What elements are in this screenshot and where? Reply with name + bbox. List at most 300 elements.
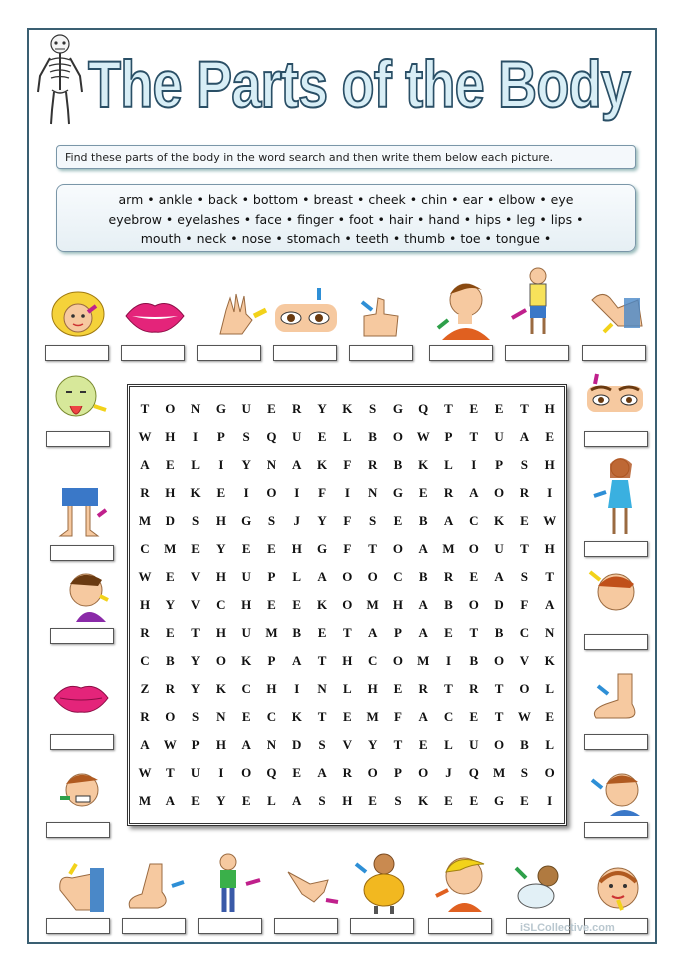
grid-letter[interactable]: U [241,625,251,640]
grid-letter[interactable]: I [294,485,300,500]
grid-letter[interactable]: F [343,541,352,556]
legs-picture [54,486,110,542]
grid-letter[interactable]: M [138,513,152,528]
grid-letter[interactable]: Q [418,401,429,416]
grid-letter[interactable]: C [266,709,277,724]
boy-nose-picture [590,766,644,816]
grid-letter[interactable]: A [545,597,555,612]
grid-letter[interactable]: O [367,569,378,584]
grid-letter[interactable]: H [215,625,226,640]
grid-letter[interactable]: O [342,569,353,584]
answer-box[interactable] [50,628,114,644]
grid-letter[interactable]: H [215,737,226,752]
grid-letter[interactable]: H [342,793,353,808]
grid-letter[interactable]: U [494,429,504,444]
answer-box[interactable] [121,345,185,361]
grid-letter[interactable]: T [469,625,479,640]
grid-letter[interactable]: P [393,765,402,780]
grid-letter[interactable]: L [343,681,352,696]
grid-letter[interactable]: Y [190,653,201,668]
grid-letter[interactable]: O [494,653,505,668]
grid-letter[interactable]: O [165,401,176,416]
grid-letter[interactable]: Q [266,765,277,780]
grid-letter[interactable]: I [344,485,350,500]
answer-box[interactable] [274,918,338,934]
answer-box[interactable] [50,545,114,561]
answer-box[interactable] [198,918,262,934]
grid-letter[interactable]: H [291,541,302,556]
grid-letter[interactable]: T [520,401,529,416]
answer-box[interactable] [584,734,648,750]
grid-letter[interactable]: E [317,429,327,444]
grid-letter[interactable]: N [367,485,378,500]
grid-letter[interactable]: I [218,457,224,472]
grid-letter[interactable]: T [444,401,453,416]
grid-letter[interactable]: R [418,681,428,696]
grid-letter[interactable]: A [292,457,302,472]
grid-letter[interactable]: F [343,457,352,472]
grid-letter[interactable]: M [164,541,177,556]
grid-letter[interactable]: H [544,541,555,556]
grid-letter[interactable]: T [545,569,555,584]
grid-letter[interactable]: O [241,765,252,780]
answer-box[interactable] [582,345,646,361]
grid-letter[interactable]: E [292,765,302,780]
grid-letter[interactable]: H [544,401,555,416]
grid-letter[interactable]: L [267,793,276,808]
word-search-grid [132,395,562,815]
grid-letter[interactable]: S [242,429,250,444]
grid-letter[interactable]: A [140,737,150,752]
grid-letter[interactable]: I [243,485,249,500]
grid-letter[interactable]: F [343,513,352,528]
grid-letter[interactable]: N [317,681,327,696]
grid-letter[interactable]: E [241,541,251,556]
grid-letter[interactable]: E [418,485,428,500]
grid-letter[interactable]: K [342,401,353,416]
grid-letter[interactable]: C [469,513,479,528]
grid-letter[interactable]: P [267,653,276,668]
grid-letter[interactable]: E [545,429,555,444]
grid-letter[interactable]: V [190,569,201,584]
grid-letter[interactable]: E [191,541,200,556]
foot-picture [588,672,644,722]
grid-letter[interactable]: O [342,597,353,612]
grid-letter[interactable]: N [190,401,201,416]
grid-letter[interactable]: S [369,401,377,416]
grid-letter[interactable]: W [543,513,557,528]
grid-letter[interactable]: L [444,457,453,472]
grid-letter[interactable]: H [266,681,277,696]
grid-letter[interactable]: E [494,401,504,416]
grid-letter[interactable]: V [190,597,201,612]
grid-letter[interactable]: C [140,541,150,556]
grid-letter[interactable]: L [292,569,302,584]
grid-letter[interactable]: T [317,653,327,668]
grid-letter[interactable]: Y [367,737,378,752]
grid-letter[interactable]: V [519,653,530,668]
grid-letter[interactable]: U [241,401,251,416]
grid-letter[interactable]: U [469,737,479,752]
grid-letter[interactable]: E [393,513,403,528]
grid-letter[interactable]: E [444,625,453,640]
grid-letter[interactable]: D [494,597,504,612]
grid-letter[interactable]: F [520,597,529,612]
instructions: Find these parts of the body in the word search and then write them below each picture. [56,145,636,169]
grid-letter[interactable]: M [492,765,506,780]
grid-letter[interactable]: W [138,569,152,584]
grid-letter[interactable]: W [138,765,152,780]
grid-letter[interactable]: R [367,457,378,472]
grid-letter[interactable]: E [343,709,352,724]
grid-letter[interactable]: R [292,401,302,416]
grid-letter[interactable]: Z [140,681,150,696]
grid-letter[interactable]: I [471,457,477,472]
grid-letter[interactable]: H [139,597,151,612]
grid-letter[interactable]: Y [165,597,175,612]
grid-letter[interactable]: C [216,597,226,612]
grid-letter[interactable]: Y [241,457,251,472]
answer-box[interactable] [584,822,648,838]
grid-letter[interactable]: T [140,401,150,416]
girl-hair-picture [46,288,110,340]
grid-letter[interactable]: M [265,625,278,640]
grid-letter[interactable]: S [369,513,377,528]
mouth-picture [50,680,112,716]
grid-letter[interactable]: R [140,709,150,724]
grid-letter[interactable]: I [547,485,553,500]
grid-letter[interactable]: B [292,625,302,640]
answer-box[interactable] [273,345,337,361]
grid-letter[interactable]: Y [216,541,226,556]
grid-letter[interactable]: C [519,625,530,640]
answer-box[interactable] [584,634,648,650]
grid-letter[interactable]: E [418,737,428,752]
grid-letter[interactable]: O [468,541,479,556]
arm-picture [52,854,110,914]
girl-body-picture [592,456,642,538]
grid-letter[interactable]: B [368,429,377,444]
grid-letter[interactable]: S [394,793,402,808]
face-picture [592,862,644,914]
grid-letter[interactable]: E [520,513,529,528]
grid-letter[interactable]: A [292,793,302,808]
grid-letter[interactable]: G [215,401,226,416]
grid-letter[interactable]: K [291,709,302,724]
grid-letter[interactable]: E [393,681,403,696]
answer-box[interactable] [45,345,109,361]
grid-letter[interactable]: E [469,569,479,584]
grid-letter[interactable]: G [241,513,252,528]
grid-letter[interactable]: A [292,653,302,668]
grid-letter[interactable]: H [215,569,226,584]
grid-letter[interactable]: A [367,625,378,640]
grid-letter[interactable]: A [418,709,428,724]
boy-leg-picture [206,852,262,914]
grid-letter[interactable]: H [392,597,403,612]
grid-letter[interactable]: R [443,485,454,500]
grid-letter[interactable]: S [191,513,200,528]
grid-letter[interactable]: T [343,625,352,640]
grid-letter[interactable]: O [544,765,555,780]
grid-letter[interactable]: G [392,401,403,416]
grid-letter[interactable]: N [545,625,555,640]
grid-letter[interactable]: B [165,653,175,668]
grid-letter[interactable]: N [216,709,226,724]
grid-letter[interactable]: T [494,709,504,724]
grid-letter[interactable]: K [544,653,555,668]
grid-letter[interactable]: L [545,681,555,696]
grid-letter[interactable]: P [393,625,402,640]
grid-letter[interactable]: U [494,541,504,556]
answer-box[interactable] [46,822,110,838]
grid-letter[interactable]: I [193,429,199,444]
grid-letter[interactable]: E [469,401,479,416]
grid-letter[interactable]: R [140,485,150,500]
grid-letter[interactable]: T [469,429,479,444]
grid-letter[interactable]: H [342,653,353,668]
grid-letter[interactable]: T [393,737,403,752]
grid-letter[interactable]: G [392,485,403,500]
grid-letter[interactable]: B [444,597,453,612]
grid-letter[interactable]: O [392,429,403,444]
grid-letter[interactable]: W [163,737,177,752]
thumb-picture [352,292,412,340]
grid-letter[interactable]: O [367,765,378,780]
grid-letter[interactable]: S [520,765,529,780]
grid-letter[interactable]: A [418,541,428,556]
grid-letter[interactable]: G [316,541,328,556]
grid-letter[interactable]: K [316,597,328,612]
grid-letter[interactable]: K [418,793,429,808]
grid-letter[interactable]: H [241,597,252,612]
grid-letter[interactable]: T [317,709,327,724]
grid-letter[interactable]: K [241,653,252,668]
grid-letter[interactable]: C [367,653,378,668]
grid-letter[interactable]: M [366,709,379,724]
grid-letter[interactable]: T [165,765,175,780]
grid-letter[interactable]: K [316,457,328,472]
answer-box[interactable] [429,345,493,361]
grid-letter[interactable]: Y [317,513,327,528]
grid-letter[interactable]: N [266,457,277,472]
grid-letter[interactable]: E [469,709,479,724]
grid-letter[interactable]: R [469,681,479,696]
grid-letter[interactable]: E [216,485,226,500]
grid-letter[interactable]: O [468,597,479,612]
grid-letter[interactable]: T [444,681,453,696]
grid-letter[interactable]: O [494,485,505,500]
grid-letter[interactable]: S [318,737,326,752]
answer-box[interactable] [122,918,186,934]
grid-letter[interactable]: O [519,681,530,696]
answer-box[interactable] [197,345,261,361]
grid-letter[interactable]: F [318,485,327,500]
answer-box[interactable] [505,345,569,361]
grid-letter[interactable]: H [165,429,176,444]
answer-box[interactable] [350,918,414,934]
grid-letter[interactable]: M [442,541,455,556]
grid-letter[interactable]: E [545,709,555,724]
grid-letter[interactable]: O [392,541,403,556]
hand-picture [284,862,340,914]
grid-letter[interactable]: J [293,513,300,528]
grid-letter[interactable]: E [267,597,276,612]
grid-letter[interactable]: A [317,765,327,780]
grid-letter[interactable]: A [494,569,504,584]
lips-picture [122,296,188,336]
grid-letter[interactable]: B [393,457,403,472]
grid-letter[interactable]: E [520,793,529,808]
skeleton-illustration [34,32,86,128]
grid-letter[interactable]: K [190,485,201,500]
grid-letter[interactable]: F [393,709,402,724]
grid-letter[interactable]: S [267,513,276,528]
grid-letter[interactable]: Q [266,429,277,444]
grid-letter[interactable]: A [418,625,428,640]
grid-letter[interactable]: O [392,653,403,668]
grid-letter[interactable]: I [218,765,224,780]
answer-box[interactable] [349,345,413,361]
grid-letter[interactable]: A [140,457,150,472]
grid-letter[interactable]: O [494,737,505,752]
grid-letter[interactable]: B [418,569,428,584]
grid-letter[interactable]: S [520,569,529,584]
grid-letter[interactable]: L [191,457,200,472]
grid-letter[interactable]: P [444,429,453,444]
grid-letter[interactable]: C [393,569,403,584]
answer-box[interactable] [428,918,492,934]
grid-letter[interactable]: S [318,793,326,808]
grid-letter[interactable]: R [342,765,353,780]
answer-box[interactable] [46,918,110,934]
grid-letter[interactable]: I [547,793,553,808]
grid-letter[interactable]: I [445,653,452,668]
grid-letter[interactable]: Y [317,401,327,416]
grid-letter[interactable]: H [544,457,555,472]
grid-letter[interactable]: E [267,541,276,556]
grid-letter[interactable]: Y [216,793,226,808]
grid-letter[interactable]: Y [190,681,201,696]
grid-letter[interactable]: D [165,513,175,528]
grid-letter[interactable]: A [241,737,251,752]
grid-letter[interactable]: E [165,569,175,584]
grid-letter[interactable]: P [267,569,276,584]
grid-letter[interactable]: M [366,597,379,612]
boy-cheek-picture [584,566,642,624]
grid-letter[interactable]: H [367,681,378,696]
grid-letter[interactable]: K [215,681,226,696]
grid-letter[interactable]: M [417,653,430,668]
grid-letter[interactable]: E [267,401,276,416]
grid-letter[interactable]: E [317,625,327,640]
grid-letter[interactable]: P [495,457,504,472]
grid-letter[interactable]: U [292,429,302,444]
grid-letter[interactable]: D [292,737,302,752]
grid-letter[interactable]: R [519,485,530,500]
grid-letter[interactable]: T [368,541,377,556]
grid-letter[interactable]: H [215,513,226,528]
grid-letter[interactable]: C [241,681,251,696]
word-list-box [56,184,636,252]
grid-letter[interactable]: H [165,485,176,500]
grid-letter[interactable]: N [266,737,277,752]
tongue-face-picture [48,372,110,424]
answer-box[interactable] [584,431,648,447]
grid-letter[interactable]: E [469,793,479,808]
grid-letter[interactable]: K [494,513,505,528]
grid-letter[interactable]: W [138,429,152,444]
grid-letter[interactable]: U [190,765,201,780]
boy-neck-picture [432,276,496,340]
grid-letter[interactable]: L [545,737,555,752]
grid-letter[interactable]: Q [468,765,479,780]
grid-letter[interactable]: V [342,737,353,752]
grid-letter[interactable]: E [292,597,302,612]
grid-letter[interactable]: K [418,457,429,472]
grid-letter[interactable]: T [191,625,200,640]
grid-letter[interactable]: T [520,541,529,556]
grid-letter[interactable]: U [241,569,251,584]
grid-letter[interactable]: T [494,681,504,696]
grid-letter[interactable]: B [520,737,529,752]
grid-letter[interactable]: E [191,793,200,808]
grid-letter[interactable]: P [216,429,225,444]
grid-letter[interactable]: G [494,793,505,808]
grid-letter[interactable]: A [469,485,479,500]
answer-box[interactable] [50,734,114,750]
grid-letter[interactable]: C [140,653,150,668]
answer-box[interactable] [46,431,110,447]
eyebrow-picture [585,372,645,416]
grid-letter[interactable]: A [165,793,175,808]
answer-box[interactable] [584,541,648,557]
grid-letter[interactable]: E [165,457,175,472]
grid-letter[interactable]: A [443,513,454,528]
grid-letter[interactable]: A [418,597,428,612]
grid-letter[interactable]: L [444,737,453,752]
grid-letter[interactable]: E [368,793,377,808]
grid-letter[interactable]: M [138,793,152,808]
grid-letter[interactable]: W [517,709,531,724]
grid-letter[interactable]: B [469,653,479,668]
grid-letter[interactable]: E [165,625,175,640]
grid-letter[interactable]: O [215,653,226,668]
grid-letter[interactable]: J [445,765,452,780]
grid-letter[interactable]: S [191,709,200,724]
grid-letter[interactable]: A [317,569,327,584]
grid-letter[interactable]: I [294,681,300,696]
grid-letter[interactable]: B [418,513,428,528]
grid-letter[interactable]: O [266,485,277,500]
grid-letter[interactable]: R [165,681,175,696]
finger-hand-picture [212,290,270,340]
grid-letter[interactable]: B [494,625,504,640]
grid-letter[interactable]: O [418,765,429,780]
grid-letter[interactable]: A [519,429,530,444]
grid-letter[interactable]: R [443,569,454,584]
grid-letter[interactable]: E [241,793,251,808]
grid-letter[interactable]: R [140,625,150,640]
grid-letter[interactable]: P [191,737,200,752]
grid-letter[interactable]: E [444,793,453,808]
grid-letter[interactable]: C [443,709,454,724]
grid-letter[interactable]: O [165,709,176,724]
grid-letter[interactable]: E [241,709,251,724]
grid-letter[interactable]: W [416,429,430,444]
grid-letter[interactable]: S [520,457,529,472]
grid-letter[interactable]: L [343,429,352,444]
